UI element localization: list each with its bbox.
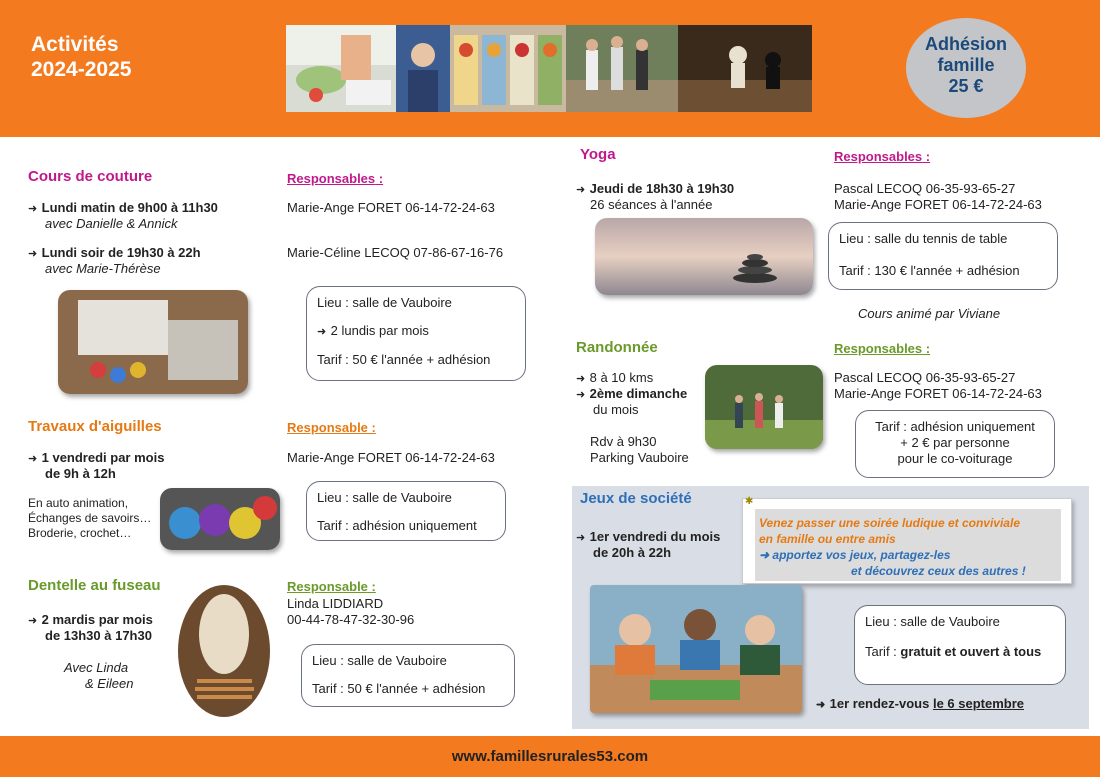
dentelle-resp1: Linda LIDDIARD	[287, 596, 384, 611]
couture-resp2: Marie-Céline LECOQ 07-86-67-16-76	[287, 245, 504, 260]
aiguilles-desc2: Échanges de savoirs…	[28, 511, 152, 525]
rando-tarif3: pour le co-voiturage	[897, 451, 1013, 466]
aiguilles-slot1	[28, 450, 164, 467]
arrow-icon: ➜	[759, 548, 770, 562]
jeux-first-prefix: 1er rendez-vous	[829, 696, 933, 711]
yoga-resp1: Pascal LECOQ 06-35-93-65-27	[834, 181, 1016, 196]
dentelle-resp2: 00-44-78-47-32-30-96	[287, 612, 415, 627]
people-photo	[396, 25, 450, 112]
rando-item1	[576, 370, 653, 387]
couture-resp1: Marie-Ange FORET 06-14-72-24-63	[287, 200, 495, 215]
aiguilles-desc	[28, 496, 151, 541]
aiguilles-resp-label: Responsable :	[287, 420, 376, 435]
page-title	[31, 32, 131, 82]
aiguilles-desc3: Broderie, crochet…	[28, 526, 132, 540]
rando-item2b: du mois	[593, 402, 639, 417]
jeux-info-box	[854, 605, 1066, 685]
jeux-note	[742, 498, 1072, 584]
dentelle-slot1-text: 2 mardis par mois	[41, 612, 153, 627]
membership-badge	[906, 18, 1026, 118]
jeux-note4: et découvrez ceux des autres !	[851, 564, 1026, 578]
dentelle-tarif: Tarif : 50 € l'année + adhésion	[312, 681, 486, 696]
couture-slot1-with: avec Danielle & Annick	[45, 216, 178, 231]
jeux-title: Jeux de société	[580, 490, 692, 507]
couture-slot1-text: Lundi matin de 9h00 à 11h30	[41, 200, 218, 215]
couture-freq	[317, 323, 515, 340]
couture-lieu: Lieu : salle de Vauboire	[317, 295, 452, 310]
jeux-note1: Venez passer une soirée ludique et conviviale	[759, 516, 1020, 530]
aiguilles-desc1: En auto animation,	[28, 496, 129, 510]
arrow-icon: ➜	[28, 203, 38, 215]
yoga-resp-label: Responsables :	[834, 149, 931, 164]
rando-item2	[576, 386, 687, 403]
yoga-resp2: Marie-Ange FORET 06-14-72-24-63	[834, 197, 1042, 212]
jeux-slot1b: de 20h à 22h	[593, 545, 672, 560]
aiguilles-slot1-text: 1 vendredi par mois	[41, 450, 165, 465]
footer-website-link[interactable]: www.famillesrurales53.com	[451, 748, 649, 765]
hiking-group-photo	[705, 365, 823, 449]
rando-resp-label: Responsables :	[834, 341, 931, 356]
jeux-first-date: le 6 septembre	[932, 696, 1024, 711]
dentelle-lieu: Lieu : salle de Vauboire	[312, 653, 447, 668]
rando-item2-text: 2ème dimanche	[589, 386, 688, 401]
aiguilles-lieu: Lieu : salle de Vauboire	[317, 490, 452, 505]
dentelle-with1: Avec Linda	[64, 660, 129, 675]
jeux-tarif-label: Tarif :	[865, 644, 901, 659]
badge-line2: famille	[937, 55, 995, 75]
jeux-slot1-text: 1er vendredi du mois	[589, 529, 721, 544]
footer	[0, 736, 1100, 777]
couture-info-box	[306, 286, 526, 381]
rando-resp-label-text: Responsables	[834, 341, 923, 356]
jeux-note-inner	[755, 509, 1061, 581]
dentelle-resp-label: Responsable :	[287, 579, 376, 594]
arrow-icon: ➜	[28, 615, 38, 627]
rando-tarif1: Tarif : adhésion uniquement	[875, 419, 1035, 434]
yoga-slot1	[576, 181, 734, 198]
board-game-photo	[590, 585, 802, 713]
yoga-title: Yoga	[580, 146, 616, 163]
hikers-photo	[566, 25, 678, 112]
arrow-icon: ➜	[576, 389, 586, 401]
arrow-icon: ➜	[317, 326, 327, 338]
yoga-slot1-text: Jeudi de 18h30 à 19h30	[589, 181, 735, 196]
cooking-photo	[286, 25, 396, 112]
yoga-resp-label-text: Responsables	[834, 149, 923, 164]
jeux-slot1	[576, 529, 720, 546]
arrow-icon: ➜	[28, 248, 38, 260]
lace-bobbins-photo	[177, 584, 272, 718]
couture-slot2-with: avec Marie-Thérèse	[45, 261, 161, 276]
header-photo-strip	[286, 25, 812, 112]
dentelle-resp-label-text: Responsable	[287, 579, 368, 594]
couture-resp-label-text: Responsables	[287, 171, 376, 186]
couture-resp-label: Responsables :	[287, 171, 384, 186]
jeux-note-text	[759, 515, 1026, 579]
header-banner	[0, 0, 1100, 137]
rando-resp1: Pascal LECOQ 06-35-93-65-27	[834, 370, 1016, 385]
dentelle-with2: & Eileen	[85, 676, 134, 691]
yarn-photo	[160, 488, 280, 550]
jeux-tarif: gratuit et ouvert à tous	[900, 644, 1042, 659]
aiguilles-info-box	[306, 481, 506, 541]
rando-info-box	[855, 410, 1055, 478]
jeux-note2: en famille ou entre amis	[759, 532, 896, 546]
pin-icon: ✱	[745, 496, 754, 507]
title-line2: 2024-2025	[31, 58, 132, 81]
arrow-icon: ➜	[576, 184, 586, 196]
flower-paintings-photo	[450, 25, 566, 112]
aiguilles-resp-label-text: Responsable	[287, 420, 368, 435]
title-line1: Activités	[31, 33, 119, 56]
zen-stones-photo	[595, 218, 813, 295]
chess-photo	[678, 25, 812, 112]
couture-title: Cours de couture	[28, 168, 153, 185]
jeux-first-meeting	[816, 696, 1024, 713]
dentelle-slot1b: de 13h30 à 17h30	[45, 628, 152, 643]
rando-tarif2: + 2 € par personne	[900, 435, 1010, 450]
couture-tarif: Tarif : 50 € l'année + adhésion	[317, 352, 491, 367]
jeux-note3: apportez vos jeux, partagez-les	[772, 548, 951, 562]
dentelle-slot1	[28, 612, 153, 629]
badge-price: 25 €	[948, 76, 984, 96]
rando-title: Randonnée	[576, 339, 658, 356]
couture-freq-text: 2 lundis par mois	[330, 323, 429, 338]
yoga-info-box	[828, 222, 1058, 290]
aiguilles-slot1b: de 9h à 12h	[45, 466, 116, 481]
jeux-tarif-line	[865, 644, 1055, 660]
rando-item1-text: 8 à 10 kms	[589, 370, 654, 385]
sewing-photo	[58, 290, 248, 394]
yoga-tarif: Tarif : 130 € l'année + adhésion	[839, 263, 1020, 278]
rando-parking: Parking Vauboire	[590, 450, 689, 465]
jeux-lieu: Lieu : salle de Vauboire	[865, 614, 1000, 629]
yoga-slot1b: 26 séances à l'année	[590, 197, 713, 212]
rando-rdv: Rdv à 9h30	[590, 434, 657, 449]
dentelle-info-box	[301, 644, 515, 707]
arrow-icon: ➜	[816, 699, 826, 711]
couture-slot1	[28, 200, 218, 217]
aiguilles-resp1: Marie-Ange FORET 06-14-72-24-63	[287, 450, 495, 465]
yoga-animator: Cours animé par Viviane	[858, 306, 1001, 321]
couture-slot2	[28, 245, 201, 262]
badge-line1: Adhésion	[924, 34, 1007, 54]
rando-resp2: Marie-Ange FORET 06-14-72-24-63	[834, 386, 1042, 401]
arrow-icon: ➜	[28, 453, 38, 465]
dentelle-title: Dentelle au fuseau	[28, 577, 161, 594]
couture-slot2-text: Lundi soir de 19h30 à 22h	[41, 245, 201, 260]
aiguilles-title: Travaux d'aiguilles	[28, 418, 162, 435]
aiguilles-tarif: Tarif : adhésion uniquement	[317, 518, 477, 533]
arrow-icon: ➜	[576, 373, 586, 385]
yoga-lieu: Lieu : salle du tennis de table	[839, 231, 1008, 246]
arrow-icon: ➜	[576, 532, 586, 544]
